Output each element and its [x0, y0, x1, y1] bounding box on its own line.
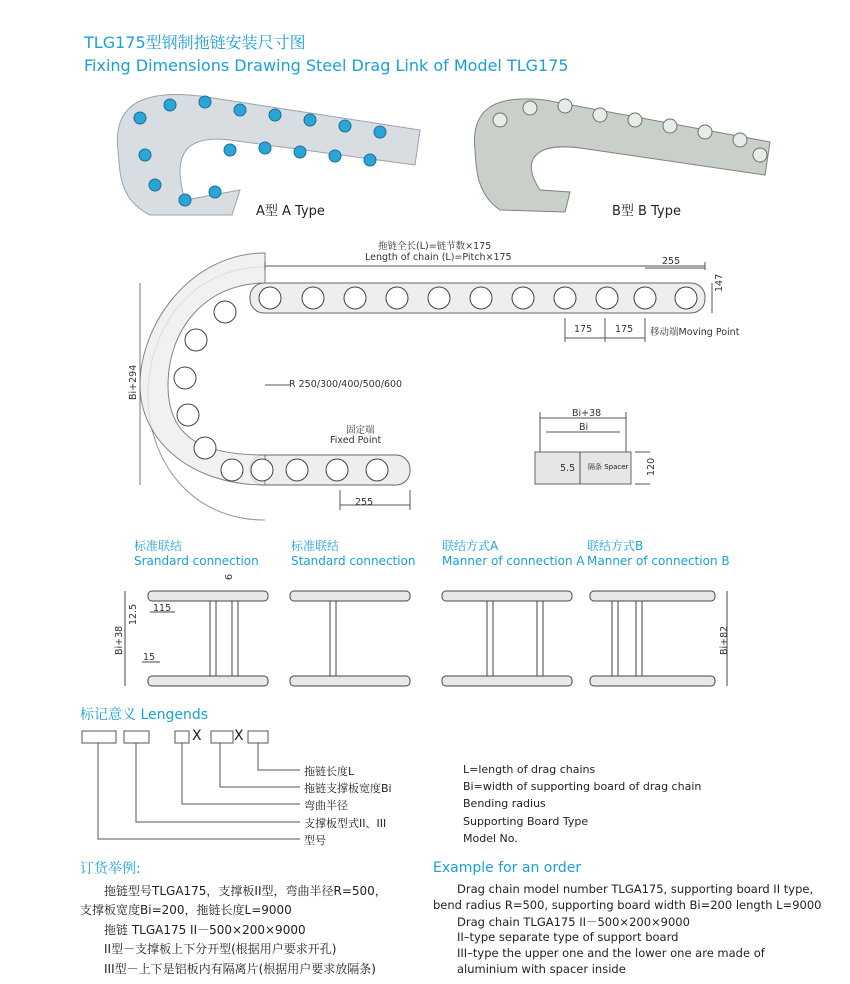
- order-title-en: Example for an order: [433, 860, 582, 876]
- conn-4-cn: 联结方式B: [587, 539, 644, 553]
- type-a-photo: [117, 94, 420, 215]
- section-bi38: Bi+38: [572, 408, 602, 419]
- conn-2-en: Standard connection: [291, 554, 416, 568]
- legend-en-0: L=length of drag chains: [463, 763, 596, 776]
- legend-cn-2: 弯曲半径: [304, 799, 348, 812]
- order-cn-2: 拖链 TLGA175 II－500×200×9000: [104, 923, 306, 937]
- radius-label: R 250/300/400/500/600: [289, 379, 403, 390]
- legend-en-4: Model No.: [463, 832, 518, 845]
- order-cn-4: III型－上下是铝板内有隔离片(根据用户要求放隔条): [104, 962, 376, 976]
- conn-2-cn: 标准联结: [291, 539, 340, 553]
- fixed-cn-label: 固定端: [346, 425, 375, 436]
- legend-title: 标记意义 Lengends: [80, 707, 209, 723]
- conn-dim-115: 115: [153, 603, 172, 614]
- section-120: 120: [646, 457, 657, 476]
- legend-cn-4: 型号: [304, 834, 326, 847]
- type-b-photo: [474, 99, 770, 212]
- dim-175-b: 175: [615, 324, 634, 335]
- dim-147: 147: [714, 273, 725, 292]
- order-cn-3: II型－支撑板上下分开型(根据用户要求开孔): [104, 942, 337, 956]
- legend-en-3: Supporting Board Type: [463, 815, 589, 828]
- length-cn-label: 拖链全长(L)=链节数×175: [378, 241, 492, 252]
- section-55: 5.5: [560, 463, 576, 474]
- conn-dim-6: 6: [224, 573, 235, 580]
- conn-dim-125: 12.5: [128, 603, 139, 625]
- type-a-label: A型 A Type: [256, 204, 325, 219]
- dim-255-top: 255: [662, 256, 681, 267]
- order-cn-0: 拖链型号TLGA175，支撑板II型，弯曲半径R=500，: [104, 884, 387, 898]
- order-en-2: Drag chain TLGA175 II－500×200×9000: [457, 915, 690, 929]
- page-title-en: Fixing Dimensions Drawing Steel Drag Link of Model TLG175: [84, 56, 569, 75]
- connection-drawings: [125, 591, 727, 686]
- conn-4-en: Manner of connection B: [587, 554, 730, 568]
- fixed-en-label: Fixed Point: [330, 435, 382, 446]
- legend-cn-1: 拖链支撑板宽度Bi: [304, 782, 392, 795]
- legend-diagram: [82, 731, 300, 839]
- moving-point-label: 移动端Moving Point: [650, 327, 740, 338]
- order-cn-1: 支撑板宽度Bi=200，拖链长度L=9000: [80, 903, 292, 917]
- type-b-label: B型 B Type: [612, 204, 681, 219]
- conn-dim-bi38: Bi+38: [114, 625, 125, 655]
- order-en-3: II–type separate type of support board: [457, 930, 679, 944]
- legend-en-2: Bending radius: [463, 797, 546, 810]
- section-drawing: [535, 412, 650, 484]
- dim-175-a: 175: [574, 324, 593, 335]
- order-title-cn: 订货举例:: [80, 861, 141, 877]
- legend-cn-0: 拖链长度L: [304, 765, 355, 778]
- legend-x1: X: [192, 728, 202, 744]
- bi294-label: Bi+294: [128, 364, 139, 400]
- order-en-0: Drag chain model number TLGA175, supporting board II type,: [457, 882, 814, 896]
- legend-x2: X: [234, 728, 244, 744]
- order-en-5: aluminium with spacer inside: [457, 962, 626, 976]
- section-bi: Bi: [579, 422, 589, 433]
- order-en-1: bend radius R=500, supporting board width Bi=200 length L=9000: [433, 898, 822, 912]
- conn-3-cn: 联结方式A: [442, 539, 499, 553]
- legend-en-1: Bi=width of supporting board of drag chain: [463, 780, 702, 793]
- length-en-label: Length of chain (L)=Pitch×175: [365, 252, 512, 263]
- conn-dim-bi82: Bi+82: [719, 625, 730, 655]
- conn-3-en: Manner of connection A: [442, 554, 585, 568]
- spacer-label: 隔条 Spacer: [588, 463, 629, 471]
- conn-dim-15: 15: [143, 652, 156, 663]
- dim-255-bottom: 255: [355, 497, 374, 508]
- page-title-cn: TLG175型钢制拖链安装尺寸图: [84, 33, 306, 52]
- order-en-4: III–type the upper one and the lower one are made of: [457, 946, 765, 960]
- conn-1-en: Srandard connection: [134, 554, 259, 568]
- legend-cn-3: 支撑板型式II、III: [304, 817, 387, 830]
- conn-1-cn: 标准联结: [134, 539, 183, 553]
